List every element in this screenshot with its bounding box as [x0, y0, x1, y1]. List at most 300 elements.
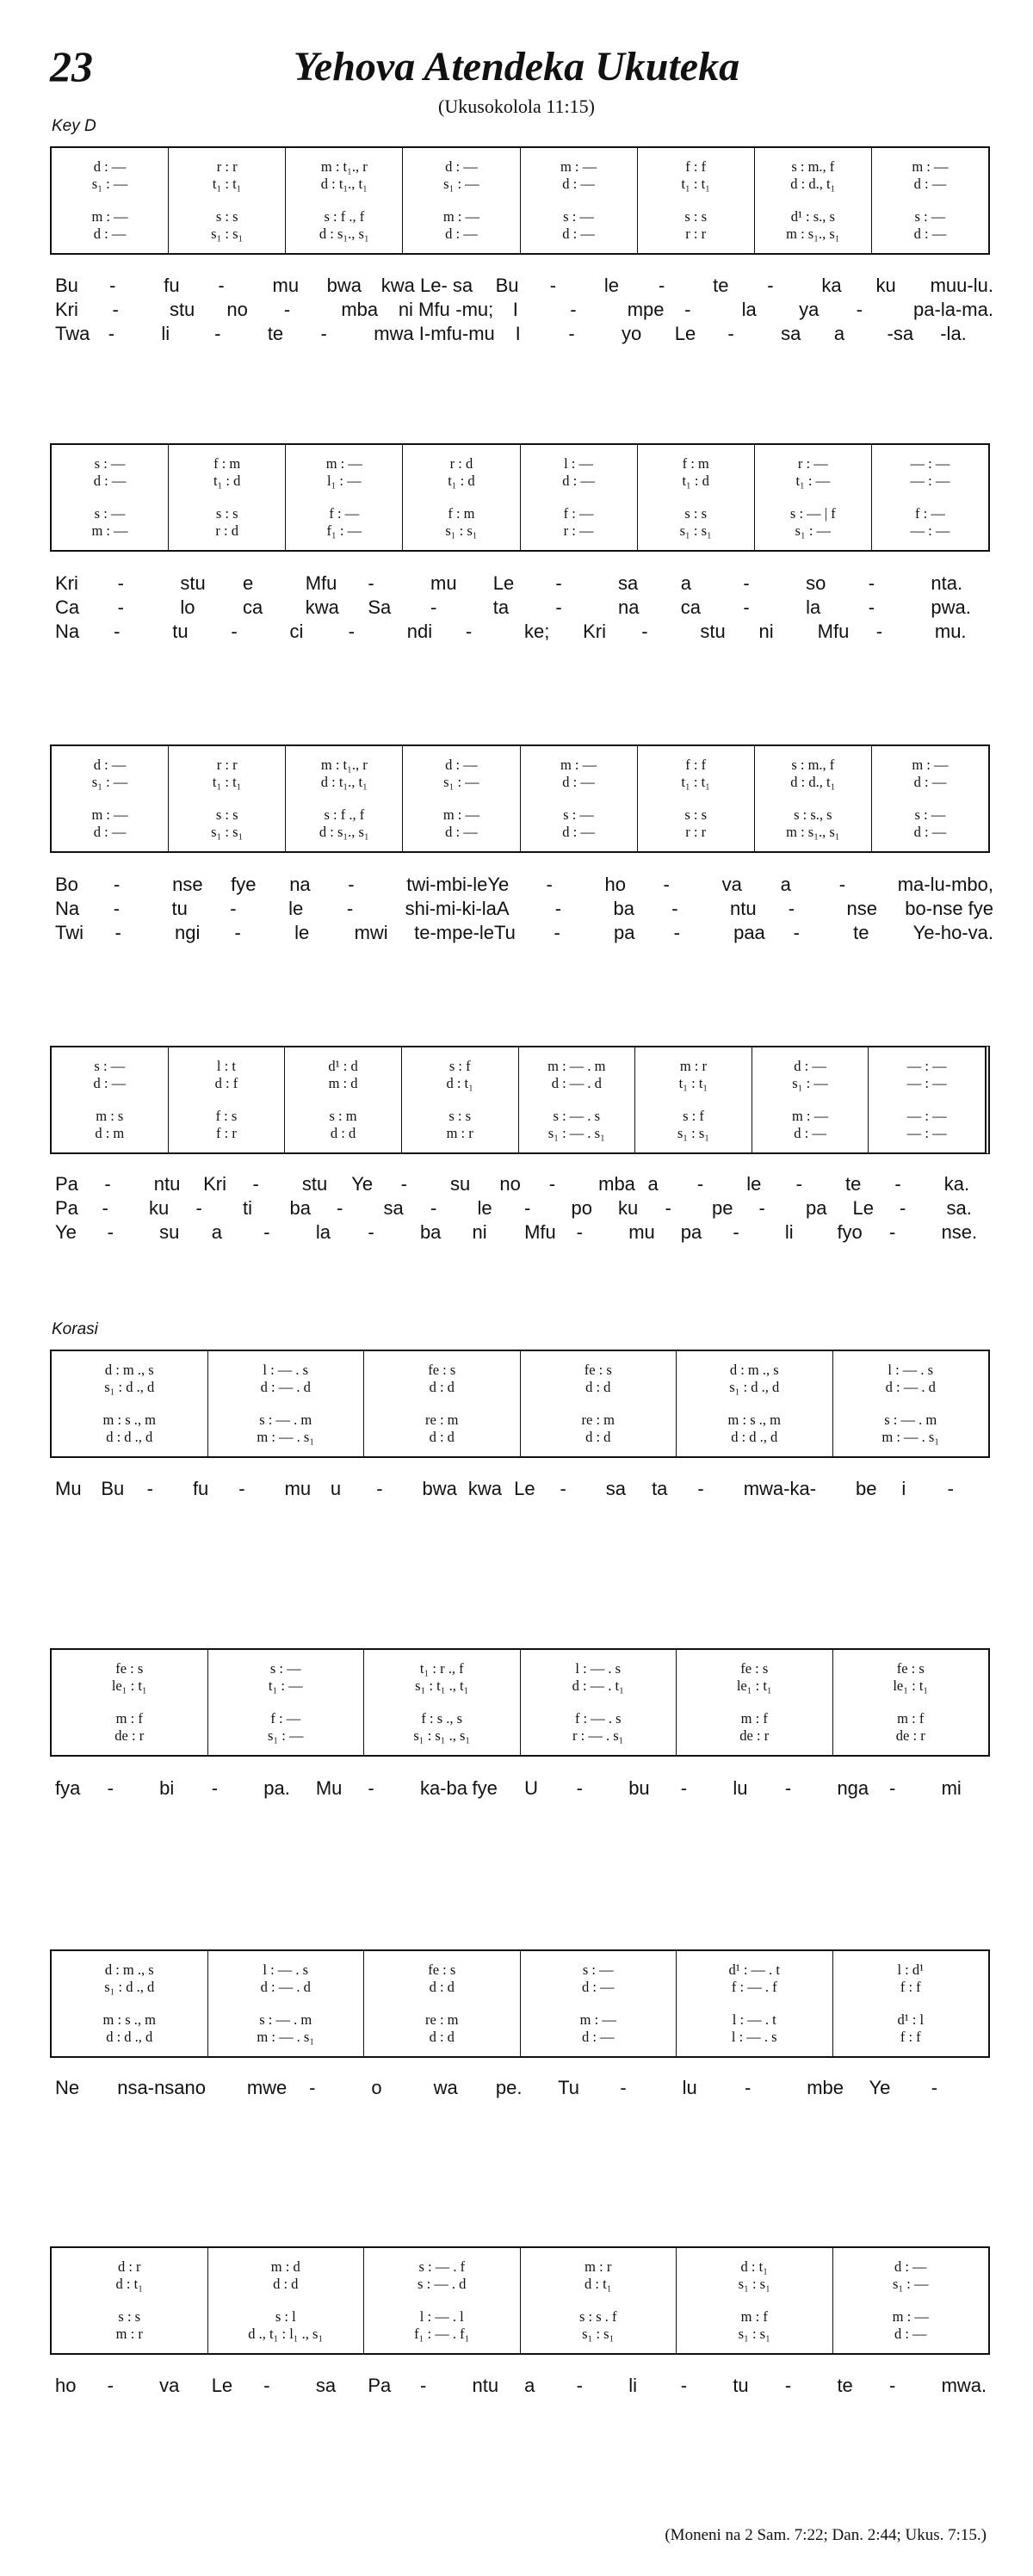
scripture-reference: (Ukusokolola 11:15) [438, 96, 595, 117]
solfa-notes: d¹ : l [897, 2011, 925, 2028]
lyric-syllable: - [733, 1221, 739, 1243]
solfa-notes: d : — . d [885, 1379, 936, 1395]
solfa-notes: s : s [684, 806, 708, 823]
measure [519, 1047, 636, 1152]
solfa-notes: m : r [446, 1125, 473, 1141]
lyric-syllable: -la. [940, 323, 967, 344]
lyric-syllable: stu [169, 299, 195, 320]
lyric-syllable: fyo [837, 1221, 863, 1243]
solfa-notes: d : d., t₁ [790, 176, 836, 192]
solfa-notes: d : — [794, 1058, 826, 1074]
lyric-syllable: Le [492, 572, 515, 594]
lyric-syllable: ka. [943, 1173, 970, 1195]
solfa-notes: l : — . t [732, 2011, 776, 2028]
solfa-notes: s : — . d [418, 2276, 467, 2292]
lyric-syllable: te-mpe-le [414, 922, 495, 943]
solfa-notes: d : — [913, 824, 947, 840]
solfa-notes: t₁ : t₁ [681, 774, 710, 790]
lyric-syllable: la [315, 1221, 331, 1243]
solfa-notes: — : — [906, 1058, 947, 1074]
solfa-notes: r : r [216, 757, 238, 773]
measure [635, 1047, 752, 1152]
lyric-syllable: Ye [351, 1173, 374, 1195]
solfa-notes: s₁ : — . s₁ [547, 1125, 605, 1141]
lyric-syllable: pa [806, 1197, 827, 1219]
lyric-syllable: - [641, 621, 648, 642]
lyric-syllable: - [663, 874, 670, 895]
solfa-notes: s : f [683, 1108, 704, 1124]
lyric-syllable: - [346, 898, 354, 919]
lyric-syllable: - [114, 922, 121, 943]
solfa-notes: f : — . s [574, 1710, 622, 1727]
lyric-line [55, 873, 993, 897]
lyric-syllable: - [252, 1173, 259, 1195]
lyric-line [55, 1172, 993, 1196]
solfa-notes: f₁ : — [326, 522, 362, 539]
measure [286, 746, 403, 851]
lyric-syllable: Twi [55, 922, 84, 943]
solfa-notes: — : — [910, 522, 950, 539]
lyric-syllable: ta [652, 1478, 668, 1499]
solfa-notes: re : m [581, 1412, 615, 1428]
lyric-syllable: - [104, 1173, 111, 1195]
solfa-notes: d : d [429, 2029, 455, 2045]
solfa-notes: r : — [797, 455, 828, 472]
lyric-syllable: Bo [55, 874, 78, 895]
lyric-syllable: yo [622, 323, 642, 344]
lyric-syllable: pe. [495, 2077, 523, 2098]
solfa-notes: s : s., s [794, 806, 832, 823]
lyric-syllable: fye [231, 874, 257, 895]
lyric-syllable: paa [733, 922, 765, 943]
measure [521, 1351, 677, 1456]
solfa-notes: t₁ : — [268, 1677, 303, 1694]
solfa-notes: s : s [215, 806, 238, 823]
solfa-notes: d : d [585, 1379, 611, 1395]
lyric-syllable: - [684, 299, 691, 320]
measure [286, 148, 403, 253]
solfa-notes: d : — [913, 225, 947, 242]
solfa-notes: m : — [442, 806, 480, 823]
lyric-syllable: - [465, 621, 473, 642]
lyric-syllable: va [159, 2375, 180, 2396]
solfa-notes: t₁ : t₁ [681, 176, 710, 192]
solfa-notes: fe : s [115, 1660, 144, 1677]
lyric-syllable: - [320, 323, 327, 344]
solfa-notes: m : — [892, 2308, 929, 2325]
lyric-syllable: Tu [494, 922, 516, 943]
lyric-syllable: ku [618, 1197, 639, 1219]
solfa-notes: re : m [425, 1412, 459, 1428]
solfa-notes: s₁ : — [892, 2276, 929, 2292]
lyric-syllable: -sa [887, 323, 914, 344]
lyric-syllable: e [243, 572, 254, 594]
solfa-notes: s₁ : s₁ [211, 225, 244, 242]
measure [521, 1951, 677, 2056]
lyric-syllable: - [309, 2077, 316, 2098]
solfa-notes: l : t [216, 1058, 236, 1074]
lyric-syllable: bwa [422, 1478, 457, 1499]
lyric-syllable: mba [598, 1173, 635, 1195]
lyric-syllable: le [746, 1173, 762, 1195]
solfa-notes: d : — [913, 176, 947, 192]
measure [403, 445, 520, 550]
solfa-notes: f : m [448, 505, 475, 522]
solfa-notes: s : — . m [884, 1412, 937, 1428]
lyric-syllable: - [856, 299, 863, 320]
solfa-notes: m : — [912, 158, 949, 175]
lyric-syllable: -mu; [455, 299, 494, 320]
lyric-syllable: ba [613, 898, 634, 919]
lyric-syllable: - [931, 2077, 938, 2098]
lyric-syllable: la [806, 596, 821, 618]
lyric-syllable: Bu [55, 275, 78, 296]
lyric-syllable: te [713, 275, 729, 296]
lyric-syllable: so [806, 572, 826, 594]
measure [52, 2248, 208, 2353]
lyric-syllable: mwe [246, 2077, 288, 2098]
lyric-syllable: Ca [55, 596, 80, 618]
solfa-notes: le₁ : t₁ [736, 1677, 772, 1694]
solfa-notes: d : d [330, 1125, 356, 1141]
lyric-syllable: - [868, 596, 875, 618]
lyric-syllable: - [114, 874, 121, 895]
measure [52, 746, 169, 851]
lyrics-block [55, 274, 993, 346]
measure [52, 445, 169, 550]
solfa-notes: s : — | f [789, 505, 836, 522]
lyric-syllable: nse [846, 898, 877, 919]
lyric-syllable: - [555, 596, 562, 618]
measure [52, 148, 169, 253]
lyric-syllable: - [549, 275, 557, 296]
hymn-title: Yehova Atendeka Ukuteka [293, 44, 740, 90]
solfa-notes: — : — [906, 1108, 947, 1124]
lyric-syllable: -mu [461, 323, 495, 344]
measure [872, 746, 988, 851]
solfa-notes: s : s [448, 1108, 472, 1124]
lyric-syllable: pa. [263, 1777, 290, 1799]
music-staff [50, 1046, 990, 1154]
solfa-notes: r : — [563, 522, 594, 539]
lyric-syllable: kwa [305, 596, 339, 618]
lyric-syllable: Pa [55, 1197, 78, 1219]
lyrics-block [55, 873, 993, 945]
lyric-syllable: bo-nse fye [905, 898, 994, 919]
solfa-notes: m : — [91, 208, 128, 225]
solfa-notes: s₁ : — [443, 176, 479, 192]
lyric-syllable: - [337, 1197, 343, 1219]
lyrics-block [55, 2076, 993, 2100]
lyric-syllable: - [727, 323, 734, 344]
lyric-syllable: - [112, 299, 119, 320]
lyrics-block [55, 1477, 993, 1501]
lyric-syllable: - [868, 572, 875, 594]
lyric-syllable: - [784, 1777, 792, 1799]
solfa-notes: d : f [214, 1075, 238, 1091]
lyric-syllable: ho [55, 2375, 77, 2396]
lyric-syllable: - [658, 275, 665, 296]
solfa-notes: d : — [93, 1075, 127, 1091]
measure [364, 1650, 521, 1755]
measure [285, 1047, 402, 1152]
solfa-notes: s : f ., f [324, 208, 365, 225]
lyric-syllable: - [546, 874, 553, 895]
solfa-notes: d : — . t₁ [572, 1677, 624, 1694]
solfa-notes: s₁ : — [795, 522, 832, 539]
lyric-syllable: I [515, 323, 521, 344]
measure [521, 746, 638, 851]
solfa-notes: fe : s [428, 1362, 456, 1378]
solfa-notes: d : t₁ [115, 2276, 143, 2292]
solfa-notes: r : r [685, 225, 707, 242]
solfa-notes: le₁ : t₁ [111, 1677, 147, 1694]
lyric-syllable: le [477, 1197, 492, 1219]
solfa-notes: s : s [684, 208, 708, 225]
solfa-notes: l : — . s [575, 1660, 622, 1677]
solfa-notes: — : — [906, 1075, 947, 1091]
solfa-notes: l : — . s [263, 1362, 309, 1378]
lyric-syllable: - [376, 1478, 383, 1499]
solfa-notes: d : — [445, 824, 478, 840]
lyric-syllable: Na [55, 898, 80, 919]
solfa-notes: d : — [445, 225, 478, 242]
lyric-syllable: Sa [368, 596, 392, 618]
lyric-syllable: ntu [153, 1173, 181, 1195]
solfa-notes: s₁ : s₁ [677, 1125, 710, 1141]
measure [755, 148, 872, 253]
lyric-syllable: ka [821, 275, 842, 296]
solfa-notes: d : r [117, 2258, 141, 2275]
solfa-notes: m : — . s₁ [257, 2029, 315, 2045]
solfa-notes: m : — [325, 455, 362, 472]
solfa-notes: m : s [96, 1108, 124, 1124]
solfa-notes: m : r [679, 1058, 708, 1074]
solfa-notes: fe : s [584, 1362, 612, 1378]
lyric-syllable: la [741, 299, 757, 320]
music-staff [50, 1648, 990, 1757]
measure [208, 1951, 365, 2056]
solfa-notes: d : — [562, 225, 595, 242]
solfa-notes: l : — . s [731, 2029, 777, 2045]
solfa-notes: l : — . s [888, 1362, 934, 1378]
measure [403, 148, 520, 253]
lyric-syllable: sa [315, 2375, 337, 2396]
solfa-notes: r : — . s₁ [572, 1727, 624, 1744]
solfa-notes: d : d., t₁ [790, 774, 836, 790]
solfa-notes: d : m ., s [104, 1961, 154, 1978]
lyric-syllable: sa [383, 1197, 404, 1219]
lyric-line [55, 1220, 993, 1245]
music-staff [50, 443, 990, 552]
solfa-notes: d : — [581, 2029, 615, 2045]
solfa-notes: re : m [425, 2011, 459, 2028]
solfa-notes: s₁ : s₁ ., s₁ [413, 1727, 471, 1744]
lyric-syllable: Twa [55, 323, 90, 344]
solfa-notes: m : — [912, 757, 949, 773]
solfa-notes: d : — [794, 1125, 826, 1141]
lyric-syllable: sa [781, 323, 801, 344]
lyric-syllable: Pa [55, 1173, 78, 1195]
lyric-syllable: - [894, 1173, 901, 1195]
solfa-notes: d : s₁., s₁ [319, 824, 369, 840]
lyric-syllable: be [856, 1478, 877, 1499]
lyric-syllable: Le [852, 1197, 874, 1219]
lyric-syllable: - [430, 596, 437, 618]
hymn-number: 23 [50, 42, 93, 90]
solfa-notes: d : d [273, 2276, 299, 2292]
lyric-syllable: mwa. [941, 2375, 987, 2396]
lyric-line [55, 921, 993, 945]
lyric-syllable: va [721, 874, 742, 895]
lyric-syllable: Le [674, 323, 696, 344]
lyric-syllable: shi-mi-ki-la [405, 898, 497, 919]
lyric-syllable: lo [180, 596, 195, 618]
solfa-notes: s₁ : d ., d [104, 1979, 155, 1995]
solfa-notes: d : m ., s [104, 1362, 154, 1378]
solfa-notes: f : f [900, 2029, 921, 2045]
lyric-syllable: - [889, 1777, 896, 1799]
lyric-syllable: ho [604, 874, 626, 895]
measure [869, 1047, 985, 1152]
lyric-line [55, 322, 993, 346]
solfa-notes: s₁ : t₁ ., t₁ [415, 1677, 469, 1694]
solfa-notes: s : m., f [791, 158, 835, 175]
lyric-syllable: le [288, 898, 304, 919]
lyric-syllable: Kri [55, 572, 78, 594]
lyric-syllable: tu [171, 898, 188, 919]
solfa-notes: f : — [329, 505, 360, 522]
lyric-syllable: ni [758, 621, 774, 642]
lyric-syllable: - [107, 1777, 114, 1799]
lyric-syllable: a [780, 874, 791, 895]
solfa-notes: s₁ : s₁ [738, 2276, 770, 2292]
solfa-notes: f : m [213, 455, 241, 472]
lyric-syllable: - [524, 1197, 531, 1219]
lyric-line [55, 2374, 993, 2398]
measure [52, 1351, 208, 1456]
lyric-syllable: - [548, 1173, 556, 1195]
lyric-syllable: Tu [558, 2077, 579, 2098]
lyric-syllable: no [226, 299, 248, 320]
solfa-notes: r : d [449, 455, 473, 472]
lyric-syllable: o [371, 2077, 382, 2098]
lyric-syllable: - [838, 874, 846, 895]
solfa-notes: d : t₁ [585, 2276, 612, 2292]
solfa-notes: m : — . s₁ [881, 1429, 940, 1445]
lyric-syllable: muu-lu. [930, 275, 993, 296]
measure [169, 445, 286, 550]
lyric-syllable: sa. [946, 1197, 972, 1219]
lyric-syllable: ntu [472, 2375, 499, 2396]
solfa-notes: s : f [448, 1058, 471, 1074]
lyric-syllable: ntu [729, 898, 757, 919]
solfa-notes: m : — [791, 1108, 829, 1124]
lyric-syllable: su [159, 1221, 180, 1243]
solfa-notes: s : s [215, 505, 238, 522]
lyric-syllable: - [368, 1221, 374, 1243]
solfa-notes: s : — . m [259, 1412, 312, 1428]
lyric-syllable: Kri [55, 299, 78, 320]
solfa-notes: l₁ : — [326, 473, 362, 489]
measure [208, 1650, 365, 1755]
lyric-syllable: te [837, 2375, 853, 2396]
lyric-syllable: Kri [583, 621, 607, 642]
lyric-syllable: tu [172, 621, 189, 642]
measure [872, 148, 988, 253]
music-staff [50, 1949, 990, 2058]
lyric-syllable: lu [682, 2077, 697, 2098]
measure [208, 2248, 365, 2353]
lyric-syllable: - [146, 1478, 153, 1499]
lyric-line [55, 298, 993, 322]
lyric-syllable: - [214, 323, 221, 344]
lyric-syllable: sa [618, 572, 639, 594]
solfa-notes: l : — [564, 455, 594, 472]
measure [52, 1951, 208, 2056]
lyric-syllable: nsa-nsa [117, 2077, 185, 2098]
lyric-syllable: - [784, 2375, 792, 2396]
measure [638, 148, 755, 253]
lyric-syllable: - [218, 275, 225, 296]
lyric-syllable: pe [712, 1197, 733, 1219]
lyric-syllable: - [758, 1197, 765, 1219]
solfa-notes: t₁ : t₁ [212, 774, 242, 790]
music-staff [50, 744, 990, 853]
lyrics-block [55, 2374, 993, 2398]
lyric-syllable: - [430, 1197, 437, 1219]
solfa-notes: s : l [275, 2308, 296, 2325]
solfa-notes: f : f [685, 757, 707, 773]
solfa-notes: t₁ : d [213, 473, 241, 489]
lyric-syllable: stu [700, 621, 726, 642]
solfa-notes: m : — [579, 2011, 616, 2028]
solfa-notes: m : — [560, 158, 597, 175]
lyric-syllable: - sa [441, 275, 473, 296]
solfa-notes: d : — [445, 158, 478, 175]
solfa-notes: d : d ., d [106, 1429, 153, 1445]
solfa-notes: f : r [216, 1125, 237, 1141]
lyric-syllable: - [234, 922, 241, 943]
measure [169, 1047, 286, 1152]
lyric-syllable: po [571, 1197, 592, 1219]
lyric-syllable: twi-mbi-le [406, 874, 488, 895]
lyric-syllable: A [496, 898, 510, 919]
solfa-notes: f : — [563, 505, 594, 522]
measure [755, 746, 872, 851]
lyric-syllable: fu [192, 1478, 209, 1499]
lyric-syllable: ca [243, 596, 263, 618]
lyric-syllable: i [901, 1478, 906, 1499]
key-signature: Key D [52, 117, 96, 135]
solfa-notes: s : — [914, 806, 946, 823]
lyric-syllable: - [400, 1173, 407, 1195]
measure [833, 2248, 989, 2353]
lyric-line [55, 596, 993, 620]
lyric-syllable: mu. [934, 621, 967, 642]
solfa-notes: m : — [560, 757, 597, 773]
measure [169, 148, 286, 253]
lyric-syllable: pa [614, 922, 635, 943]
lyric-syllable: - [107, 1221, 114, 1243]
solfa-notes: d : — [894, 2258, 927, 2275]
solfa-notes: m : — [91, 806, 128, 823]
solfa-notes: t₁ : t₁ [678, 1075, 708, 1091]
solfa-notes: d¹ : d [328, 1058, 358, 1074]
solfa-notes: le₁ : t₁ [893, 1677, 929, 1694]
lyric-syllable: - [263, 2375, 270, 2396]
lyric-syllable: - [368, 572, 374, 594]
